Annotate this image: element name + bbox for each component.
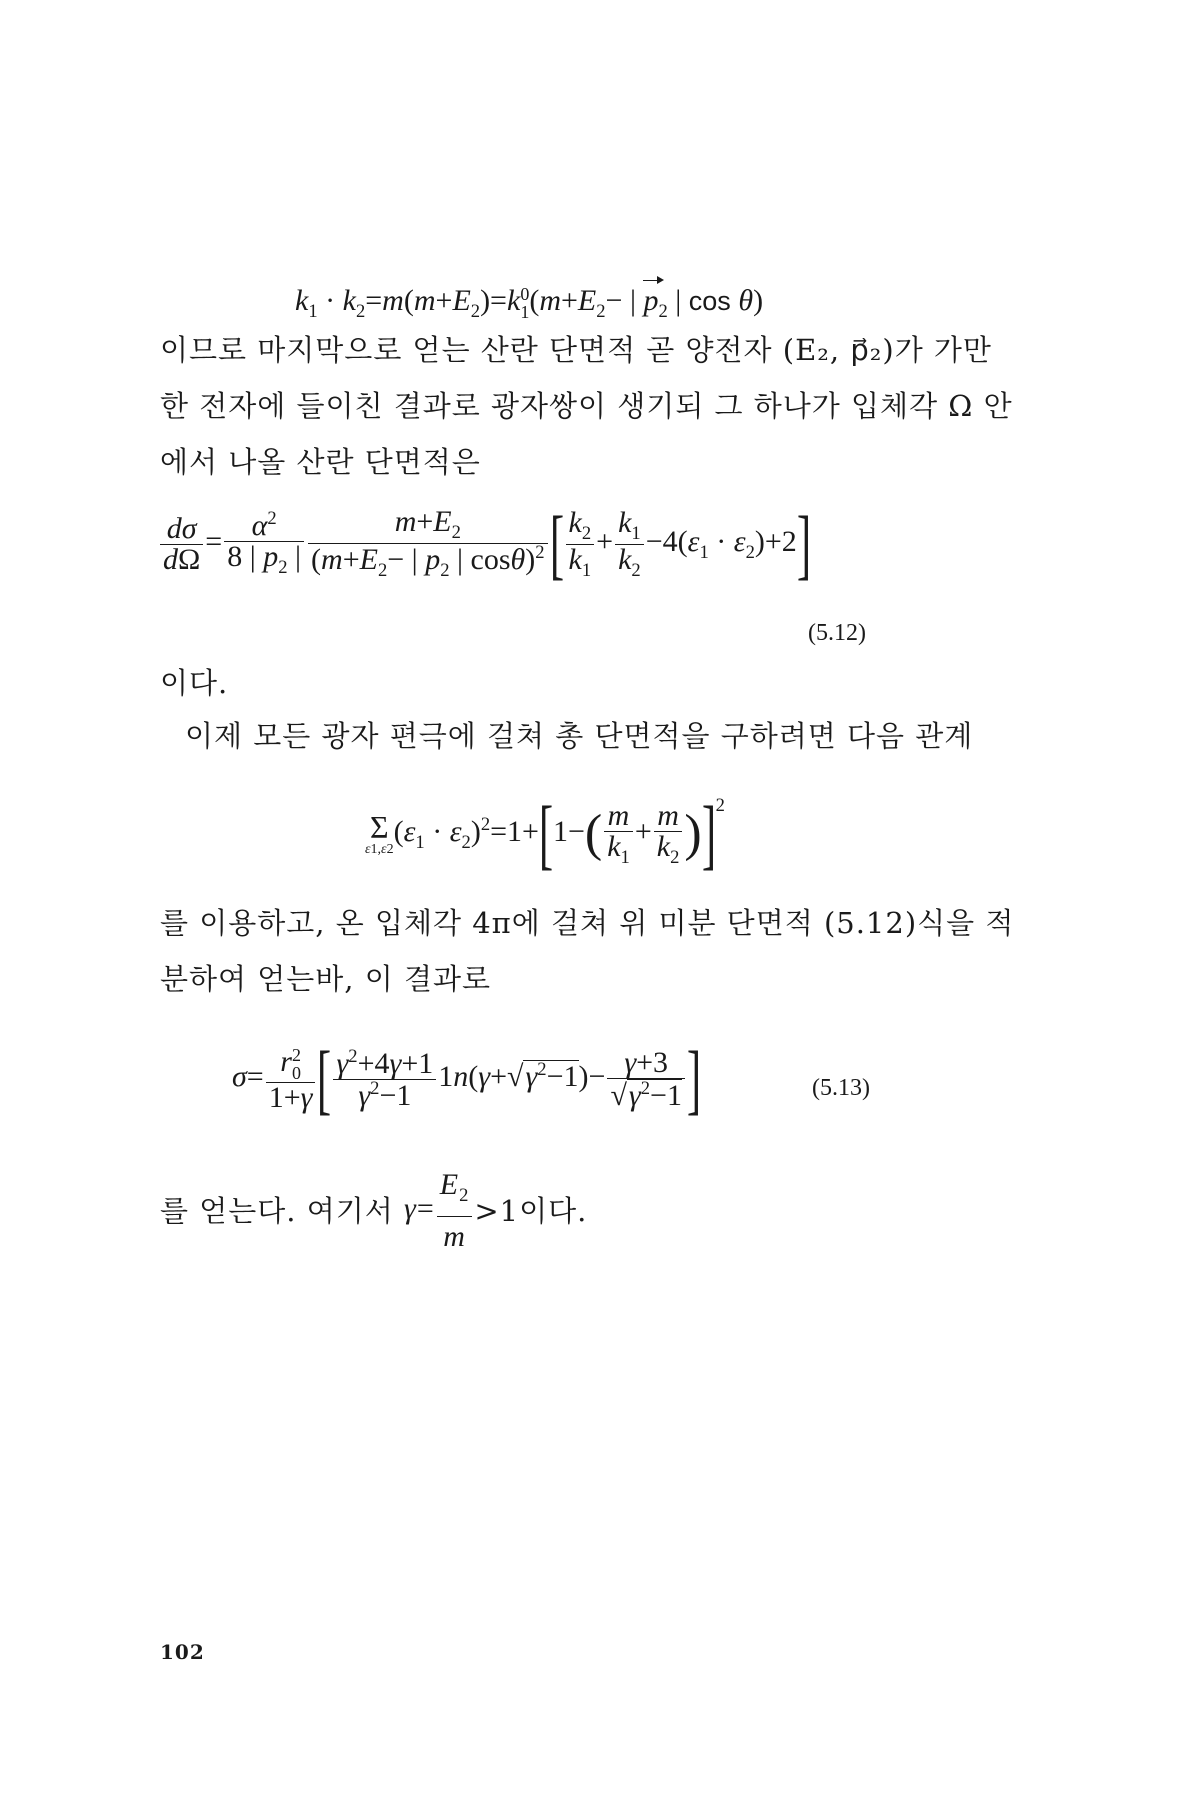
paragraph-polarization [185,708,1045,764]
page-number: 102 [160,1640,205,1664]
paragraph-integration [160,895,1020,1007]
equation-number-5-12: (5.12) [808,620,866,646]
equation-total-cross-section: σ= r 2 0 1+γ [ $\frac{\gamma^2+4\gamma+1}{\gamma^2-1}$ $1n(\gamma+√\gamma^2-1)-$ $\frac{\gamma+3}{√\gamma^2-1}$ ] [232,1035,702,1122]
equation-number-5-13: (5.13) [812,1075,870,1101]
paragraph-intro-text: 이므로 마지막으로 얻는 산란 단면적 곧 양전자 (E₂, p⃗₂)가 가만한 전자에 들이친 결과로 광자쌍이 생기되 그 하나가 입체각 Ω 안에서 나올 산란 단면적은 [160,333,1013,479]
equation-polarization-sum: Σ ε1,ε2 $(\varepsilon_1 \cdot \varepsilon_2)^2=1+[1-$( $\frac{m}{k_1}$ + $\frac{m}{k_2}$ )]$^2$ [365,790,725,877]
paragraph-intro [160,322,1020,490]
equation-differential-cross-section: $\frac{d\sigma}{d\Omega}$ = $\frac{\alpha^2}{8 | p_2 |}$ $\frac{m+E_2}{(m+E_2- | p_2 | \cos\theta)^2}$ [ $\frac{k_2}{k_1}$ + $\frac{k_1}{k_2}$ $-4(\varepsilon_1 \cdot \varepsilon_2)+2$] [158,505,811,583]
paragraph-definition-text-after: >1이다. [474,1194,588,1228]
paragraph-definition-text-before: 를 얻는다. 여기서 [160,1194,394,1228]
paragraph-integration-text: 를 이용하고, 온 입체각 4π에 걸쳐 위 미분 단면적 (5.12)식을 적분하여 얻는바, 이 결과로 [160,906,1015,996]
equation-kinematics: $k_1 \cdot k_2=m(m+E_2)=k$ 0 1 ($m+E_2-$ | $p_2$ | cos θ) [295,283,764,322]
paragraph-ida-text: 이다. [160,666,229,700]
paragraph-definition: 를 얻는다. 여기서 γ= $\frac{E_2}{m}$ >1이다. [160,1165,1020,1257]
paragraph-ida [160,655,1020,711]
paragraph-polarization-text: 이제 모든 광자 편극에 걸쳐 총 단면적을 구하려면 다음 관계 [185,719,974,753]
